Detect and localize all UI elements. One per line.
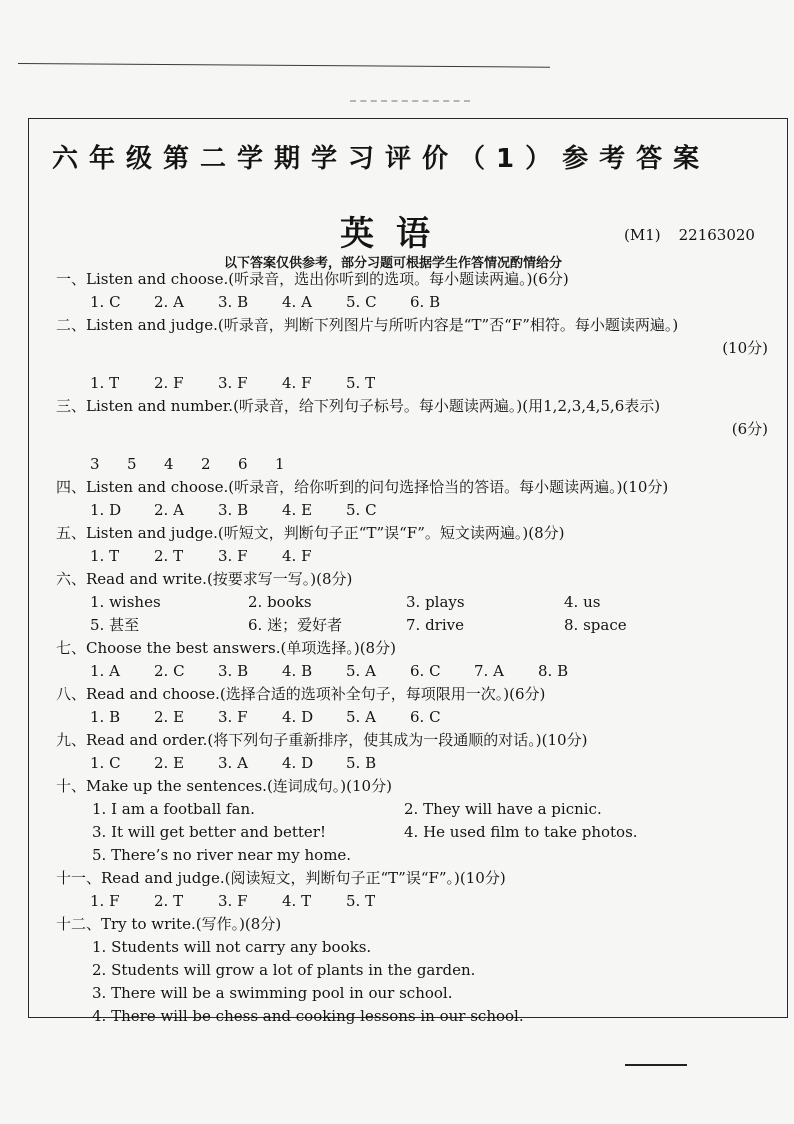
answer-item: 4. A [282,293,312,311]
section-3 [56,395,776,476]
answer-row [56,660,776,683]
sentence-item: 3. It will get better and better! [92,823,327,841]
scan-edge-mark [625,1064,687,1066]
answer-item: 8. B [538,662,569,680]
answer-item: 5. T [346,892,376,910]
answer-item: 3. F [218,547,248,565]
answer-item: 3. A [218,754,248,772]
section-heading: 五、Listen and judge.(听短文，判断句子正“T”误“F”。短文读两遍。)(8分) [56,524,565,542]
paper-code [624,226,755,244]
answer-item: 4. F [282,374,312,392]
answer-item: 3. B [218,501,249,519]
answer-row [56,499,776,522]
answer-row [56,614,776,637]
answer-item: 2. F [154,374,184,392]
answer-item: 6. C [410,708,441,726]
answer-item: 1. F [90,892,120,910]
section-9 [56,729,776,775]
section-12 [56,913,776,1028]
answer-item: 2. T [154,547,184,565]
answer-item: 1. A [90,662,120,680]
section-heading: 十二、Try to write.(写作。)(8分) [56,915,282,933]
answer-item: 5. 甚至 [90,616,140,634]
answer-item: 3 [90,455,100,473]
answer-row [56,291,776,314]
answer-item: 3. F [218,892,248,910]
answer-item: 2. A [154,501,184,519]
answer-item: 6. B [410,293,441,311]
sentence-item: 3. There will be a swimming pool in our school. [92,984,453,1002]
subject-title: 英语 [340,214,452,254]
section-6 [56,568,776,637]
answer-item: 5. A [346,662,376,680]
answer-item: 2. E [154,708,185,726]
answer-row [56,890,776,913]
section-score: (6分) [731,420,768,438]
section-heading: 六、Read and write.(按要求写一写。)(8分) [56,570,353,588]
answer-item: 4. us [564,593,601,611]
section-7 [56,637,776,683]
answer-item: 1 [275,455,285,473]
answer-item: 2. T [154,892,184,910]
section-heading: 二、Listen and judge.(听录音，判断下列图片与所听内容是“T”否“F”相符。每小题读两遍。) [56,316,679,334]
answer-item: 1. C [90,754,121,772]
page-title: 六年级第二学期学习评价（1）参考答案 [52,144,711,174]
section-heading: 七、Choose the best answers.(单项选择。)(8分) [56,639,396,657]
section-11 [56,867,776,913]
sentence-item: 5. There’s no river near my home. [92,846,352,864]
answer-item: 6. 迷；爱好者 [248,616,343,634]
answer-item: 7. drive [406,616,465,634]
section-2 [56,314,776,395]
answer-item: 5. C [346,501,377,519]
answer-row [56,706,776,729]
answer-item: 4. T [282,892,312,910]
sentence-item: 1. Students will not carry any books. [92,938,372,956]
answer-item: 5. C [346,293,377,311]
answer-item: 4. B [282,662,313,680]
scan-edge-line [18,63,550,68]
answer-item: 1. D [90,501,122,519]
answer-item: 7. A [474,662,504,680]
sentence-list [56,798,776,867]
answer-item: 5. A [346,708,376,726]
answer-item: 4 [164,455,174,473]
scan-smudge [350,100,470,102]
answer-item: 3. B [218,293,249,311]
section-heading: 九、Read and order.(将下列句子重新排序，使其成为一段通顺的对话。)(10分) [56,731,588,749]
answer-item: 4. F [282,547,312,565]
answer-item: 1. B [90,708,121,726]
answer-item: 4. E [282,501,313,519]
section-5 [56,522,776,568]
paper-level: (M1) [624,226,661,244]
answer-item: 5. T [346,374,376,392]
sentence-list [56,936,776,1028]
answer-item: 4. D [282,708,314,726]
section-10 [56,775,776,867]
answer-row [56,372,776,395]
section-4 [56,476,776,522]
answer-item: 5 [127,455,137,473]
answer-item: 3. F [218,374,248,392]
answer-item: 1. T [90,374,120,392]
sentence-item: 1. I am a football fan. [92,800,255,818]
answer-row [56,545,776,568]
answer-item: 5. B [346,754,377,772]
answer-item: 2. A [154,293,184,311]
answer-item: 3. plays [406,593,465,611]
answer-item: 3. B [218,662,249,680]
answer-item: 6. C [410,662,441,680]
answer-item: 3. F [218,708,248,726]
sentence-item: 2. Students will grow a lot of plants in the garden. [92,961,476,979]
section-8 [56,683,776,729]
sentence-item: 4. He used film to take photos. [404,823,638,841]
paper-number: 22163020 [678,226,755,244]
answer-content [56,268,776,1028]
answer-item: 1. C [90,293,121,311]
section-heading: 八、Read and choose.(选择合适的选项补全句子，每项限用一次。)(6分) [56,685,546,703]
answer-item: 4. D [282,754,314,772]
answer-item: 2. C [154,662,185,680]
answer-item: 2. E [154,754,185,772]
answer-row [56,591,776,614]
answer-item: 6 [238,455,248,473]
answer-item: 2 [201,455,211,473]
answer-note: 以下答案仅供参考，部分习题可根据学生作答情况酌情给分 [224,256,563,271]
section-heading: 三、Listen and number.(听录音，给下列句子标号。每小题读两遍。)(用1,2,3,4,5,6表示) [56,397,661,415]
section-heading: 四、Listen and choose.(听录音，给你听到的问句选择恰当的答语。每小题读两遍。)(10分) [56,478,669,496]
answer-item: 8. space [564,616,627,634]
answer-item: 2. books [248,593,312,611]
sentence-item: 2. They will have a picnic. [404,800,602,818]
section-score: (10分) [722,339,768,357]
section-heading: 十一、Read and judge.(阅读短文，判断句子正“T”误“F”。)(10分) [56,869,506,887]
answer-row [56,453,776,476]
section-heading: 十、Make up the sentences.(连词成句。)(10分) [56,777,392,795]
answer-item: 1. T [90,547,120,565]
answer-item: 1. wishes [90,593,161,611]
section-heading: 一、Listen and choose.(听录音，选出你听到的选项。每小题读两遍。)(6分) [56,270,569,288]
section-1 [56,268,776,314]
answer-row [56,752,776,775]
sentence-item: 4. There will be chess and cooking lessons in our school. [92,1007,524,1025]
